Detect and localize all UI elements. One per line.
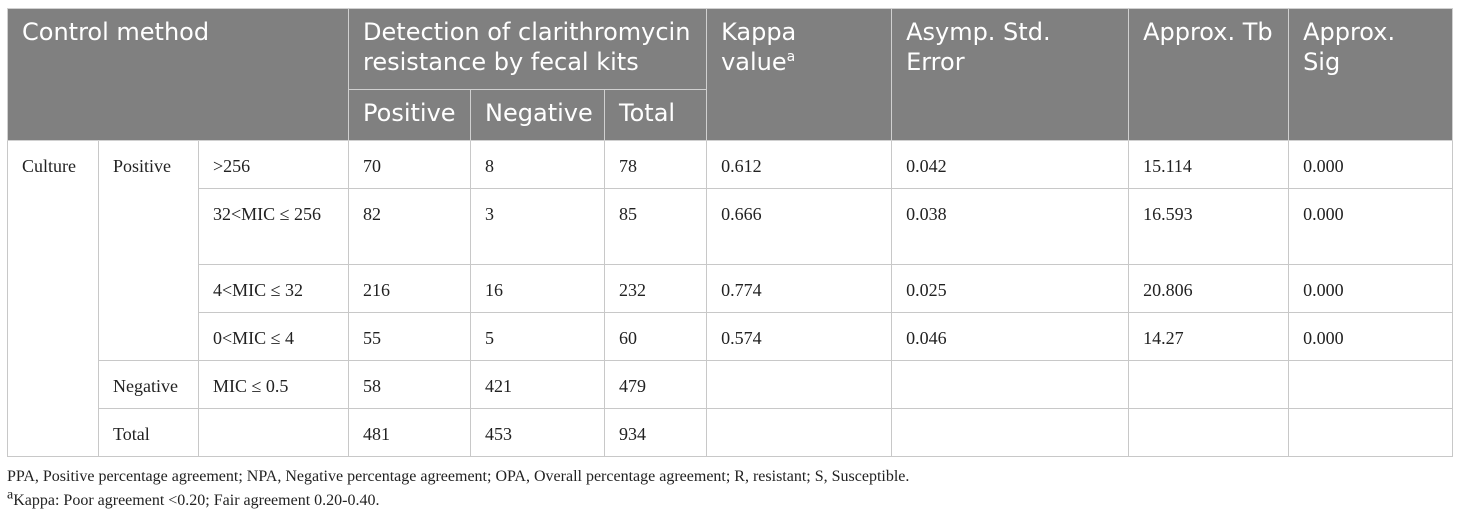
approx-tb-cell [1129,409,1289,457]
mic-cell: MIC ≤ 0.5 [199,361,349,409]
header-asymp-std-error: Asymp. Std. Error [892,9,1129,141]
approx-tb-cell [1129,361,1289,409]
header-approx-sig: Approx. Sig [1289,9,1453,141]
kappa-cell [707,361,892,409]
kappa-cell: 0.666 [707,189,892,265]
approx-sig-cell: 0.000 [1289,141,1453,189]
total-count-cell: 934 [605,409,707,457]
approx-sig-cell: 0.000 [1289,313,1453,361]
negative-count-cell: 5 [471,313,605,361]
table-row [8,361,1453,409]
positive-count-cell: 55 [349,313,471,361]
header-row-1 [8,9,1453,90]
negative-group-label: Negative [99,361,199,409]
kappa-cell [707,409,892,457]
header-positive: Positive [349,90,471,141]
kappa-agreement-table [7,8,1453,457]
total-group-label: Total [99,409,199,457]
positive-count-cell: 58 [349,361,471,409]
abbreviations-footnote: PPA, Positive percentage agreement; NPA, Negative percentage agreement; OPA, Overall percentage agreement; R, resistant; S, Susceptible. [7,468,910,485]
kappa-footnote [7,489,909,513]
std-error-cell: 0.038 [892,189,1129,265]
header-detection: Detection of clarithromycin resistance by fecal kits [349,9,707,90]
kappa-footnote-sup: a [7,487,14,503]
total-count-cell: 232 [605,265,707,313]
mic-cell: 4<MIC ≤ 32 [199,265,349,313]
approx-tb-cell: 15.114 [1129,141,1289,189]
total-count-cell: 479 [605,361,707,409]
std-error-cell: 0.042 [892,141,1129,189]
header-total: Total [605,90,707,141]
kappa-cell: 0.612 [707,141,892,189]
mic-cell: 0<MIC ≤ 4 [199,313,349,361]
mic-cell [199,409,349,457]
table-footnotes [7,465,909,513]
positive-count-cell: 82 [349,189,471,265]
culture-label: Culture [8,141,99,457]
total-count-cell: 60 [605,313,707,361]
std-error-cell [892,361,1129,409]
approx-sig-cell [1289,361,1453,409]
header-kappa [707,9,892,141]
approx-tb-cell: 16.593 [1129,189,1289,265]
kappa-footnote-text: Kappa: Poor agreement <0.20; Fair agreement 0.20-0.40. [13,492,380,509]
std-error-cell: 0.046 [892,313,1129,361]
std-error-cell: 0.025 [892,265,1129,313]
mic-cell: >256 [199,141,349,189]
table-row [8,313,1453,361]
negative-count-cell: 8 [471,141,605,189]
total-count-cell: 78 [605,141,707,189]
header-control-method: Control method [8,9,349,141]
approx-tb-cell: 20.806 [1129,265,1289,313]
header-negative: Negative [471,90,605,141]
table-row [8,141,1453,189]
approx-sig-cell: 0.000 [1289,265,1453,313]
negative-count-cell: 3 [471,189,605,265]
table-row [8,265,1453,313]
positive-group-label: Positive [99,141,199,361]
negative-count-cell: 421 [471,361,605,409]
mic-cell: 32<MIC ≤ 256 [199,189,349,265]
kappa-cell: 0.574 [707,313,892,361]
results-table-container [7,8,1452,457]
negative-count-cell: 16 [471,265,605,313]
total-count-cell: 85 [605,189,707,265]
positive-count-cell: 70 [349,141,471,189]
positive-count-cell: 481 [349,409,471,457]
std-error-cell [892,409,1129,457]
approx-sig-cell [1289,409,1453,457]
header-kappa-sup: a [786,49,796,65]
header-kappa-label: Kappa value [721,18,797,76]
kappa-cell: 0.774 [707,265,892,313]
header-approx-tb: Approx. Tb [1129,9,1289,141]
positive-count-cell: 216 [349,265,471,313]
approx-tb-cell: 14.27 [1129,313,1289,361]
negative-count-cell: 453 [471,409,605,457]
table-row [8,409,1453,457]
table-row [8,189,1453,265]
approx-sig-cell: 0.000 [1289,189,1453,265]
